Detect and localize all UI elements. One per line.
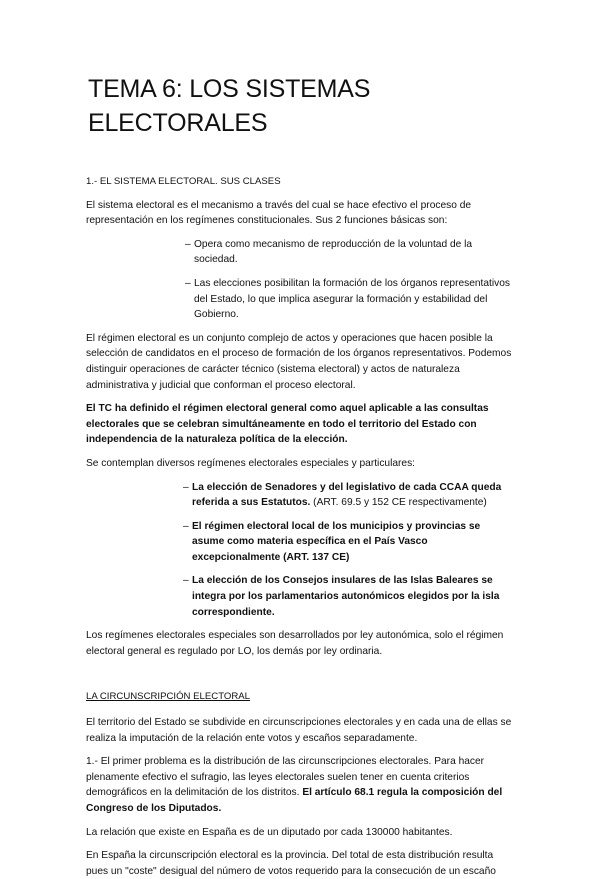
list-item [184,519,514,566]
paragraph-regimen-electoral: El régimen electoral es un conjunto complejo de actos y operaciones que hacen posible la selección de candidatos en el proceso de formación de los órganos representativos. Podemos distinguir operaciones de carácter técnico (sistema electoral) y actos de naturaleza administrativa y judicial que conforman el proceso electoral. [86,332,512,391]
bold-text: La elección de los Consejos insulares de las Islas Baleares se integra por los parlamentarios autonómicos elegidos por la isla correspondiente. [192,575,500,618]
section-heading-sistema-electoral: 1.- EL SISTEMA ELECTORAL. SUS CLASES [86,176,281,187]
list-item: – Opera como mecanismo de reproducción de la voluntad de la sociedad. [186,237,514,268]
section-heading-circunscripcion: LA CIRCUNSCRIPCIÓN ELECTORAL [86,691,251,703]
special-regimes-list [86,480,514,621]
bold-text: El artículo 68.1 regula la composición del Congreso de los Diputados. [86,787,503,814]
paragraph-primer-problema [86,754,514,816]
bold-text: El TC ha definido el régimen electoral general como aquel aplicable a las consultas electorales que se celebran simultáneamente en todo el territorio del Estado con independencia de la naturaleza política de la elección. [86,403,489,446]
list-item [184,480,514,511]
document-title: TEMA 6: LOS SISTEMAS ELECTORALES [88,75,371,137]
functions-list [86,237,514,323]
paragraph-desarrollo-ley: Los regímenes electorales especiales son desarrollados por ley autonómica, solo el régimen electoral general es regulado por LO, los demás por ley ordinaria. [86,630,504,657]
paragraph-relacion-diputados: La relación que existe en España es de un diputado por cada 130000 habitantes. [86,826,453,838]
paragraph-regimenes-especiales: Se contemplan diversos regímenes electorales especiales y particulares: [86,457,415,469]
normal-text: 1.- El primer problema es la distribución de las circunscripciones electorales. Para hacer plenamente efectivo el sufragio, las leyes electorales suelen tener en cuenta criterios demográficos en la delimitación de los distritos. [86,756,485,799]
bold-text: El régimen electoral local de los municipios y provincias se asume como materia específica en el País Vasco excepcionalmente (ART. 137 CE) [192,520,481,563]
list-item: – Las elecciones posibilitan la formación de los órganos representativos del Estado, lo que implica asegurar la formación y estabilidad del Gobierno. [186,276,514,323]
normal-text: (ART. 69.5 y 152 CE respectivamente) [310,497,487,509]
bold-text: La elección de Senadores y del legislativo de cada CCAA queda referida a sus Estatutos. [192,481,502,509]
paragraph-definicion: El sistema electoral es el mecanismo a través del cual se hace efectivo el proceso de representación en los regímenes constitucionales. Sus 2 funciones básicas son: [86,199,472,227]
list-item [184,573,514,620]
paragraph-tc-definicion [86,401,514,448]
paragraph-provincia: En España la circunscripción electoral es la provincia. Del total de esta distribución resulta pues un "coste" desigual del número de votos requerido para la consecución de un escaño [86,850,496,877]
paragraph-territorio: El territorio del Estado se subdivide en circunscripciones electorales y en cada una de ellas se realiza la imputación de la relación ente votos y escaños separadamente. [86,717,512,744]
